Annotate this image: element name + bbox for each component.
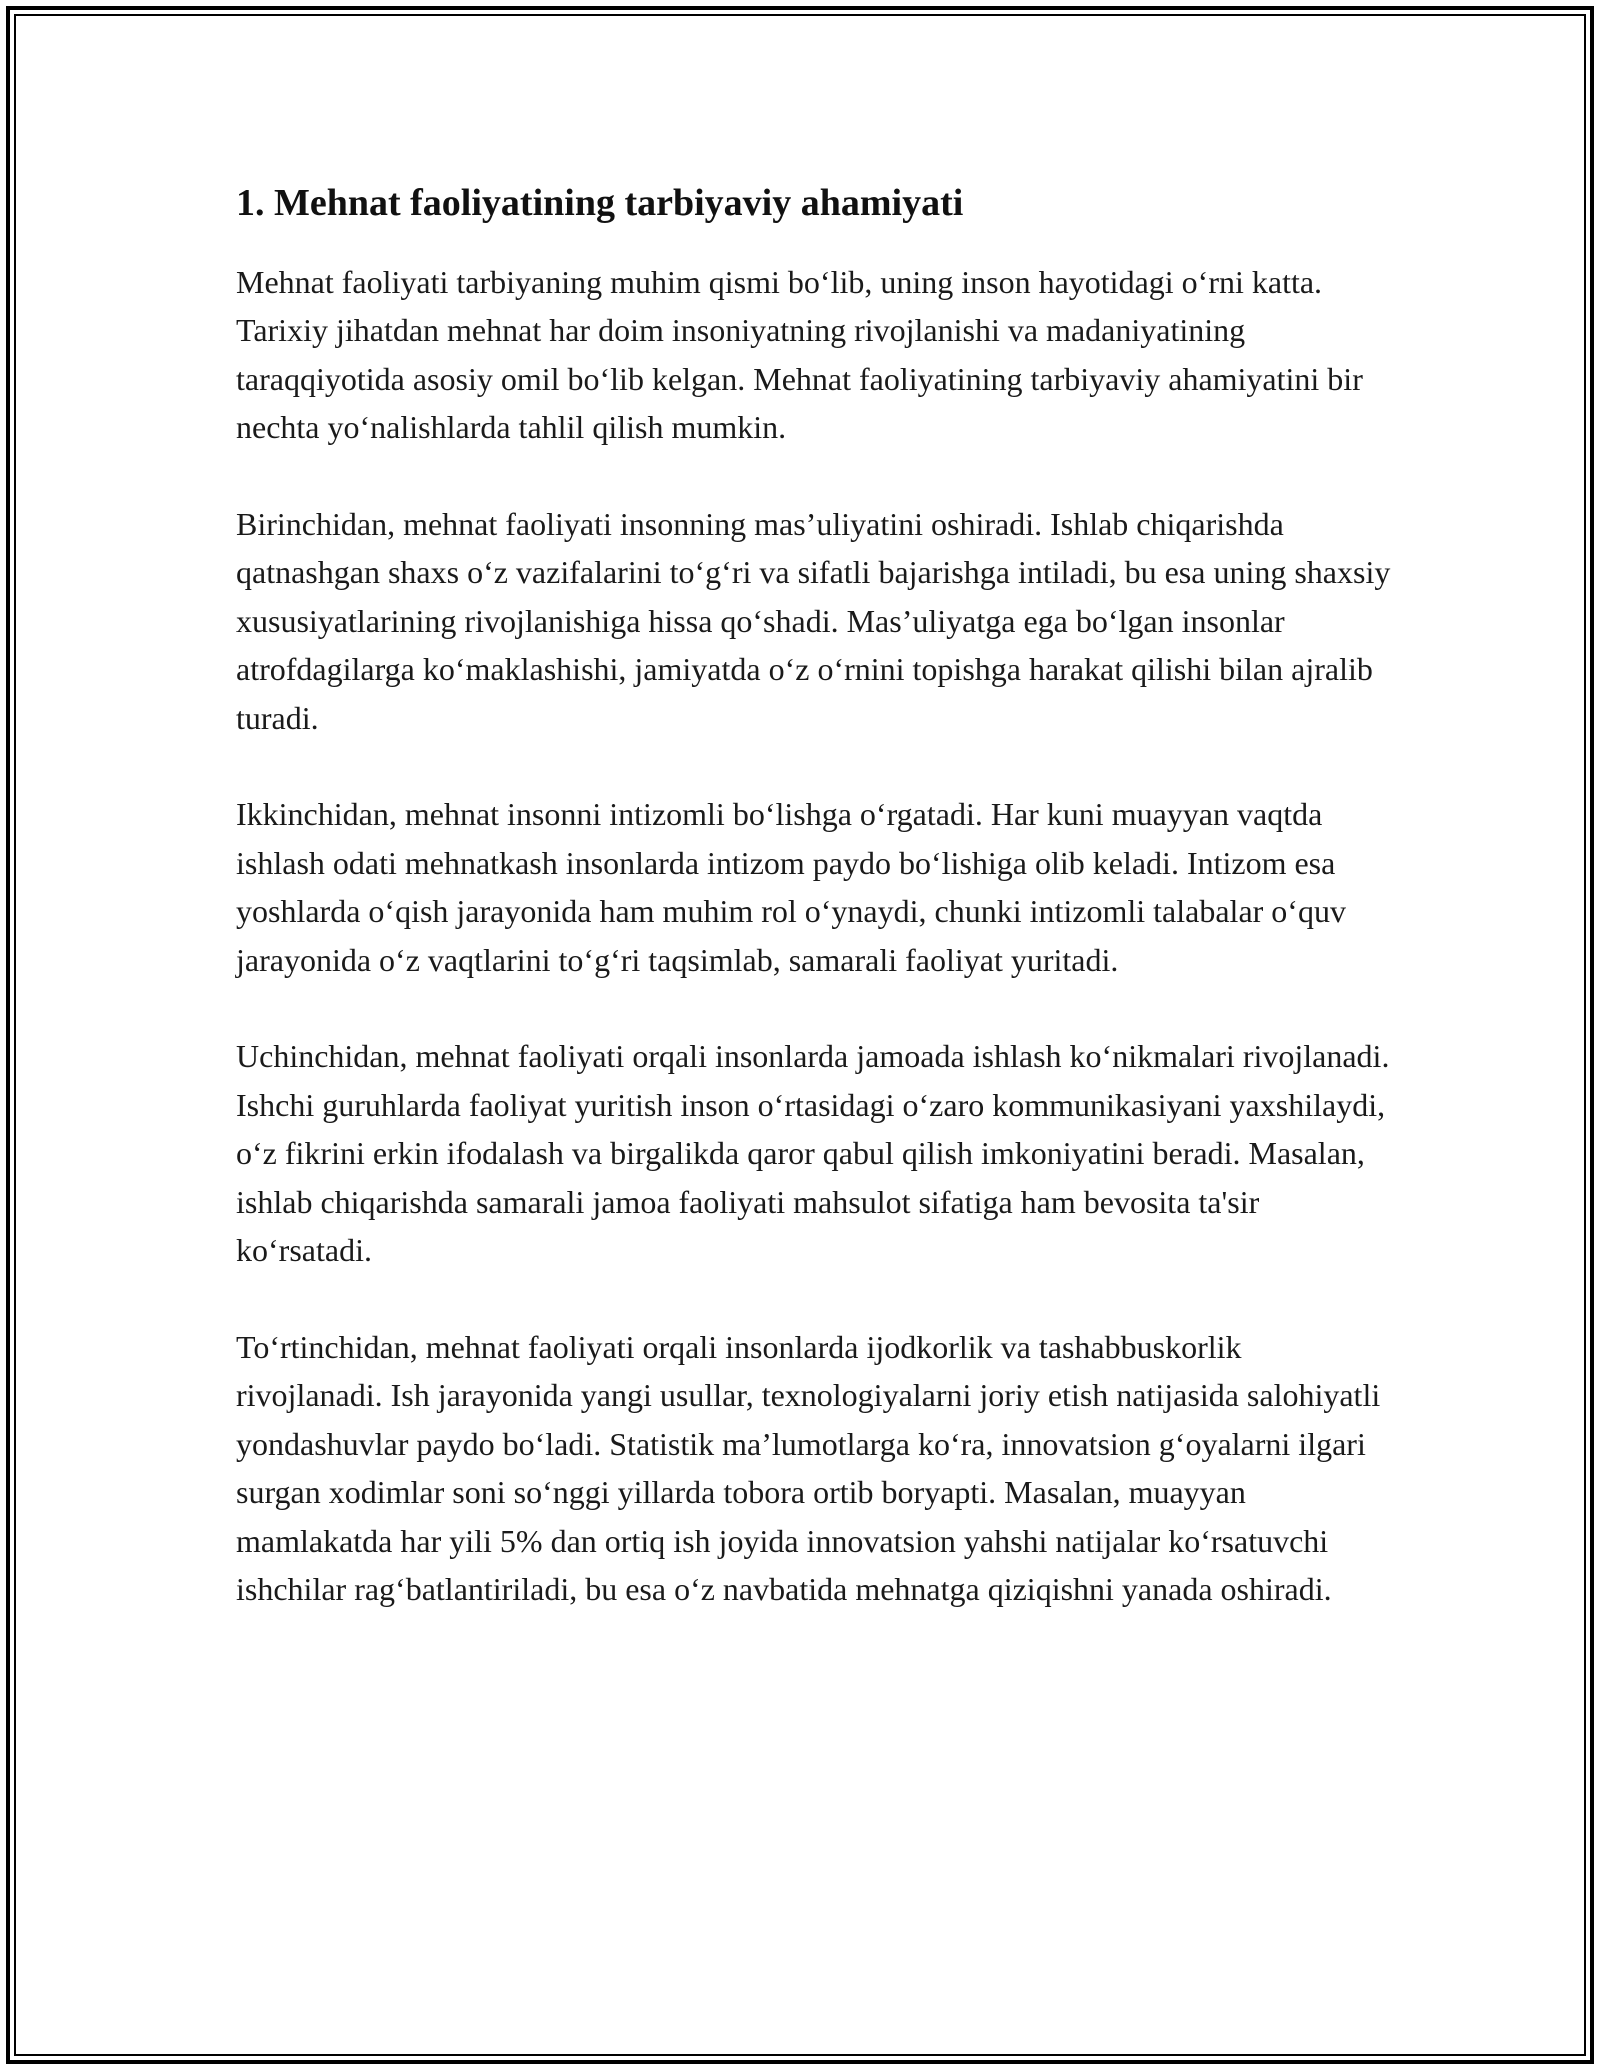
paragraph-third-point: Uchinchidan, mehnat faoliyati orqali insonlarda jamoada ishlash ko‘nikmalari rivojlanadi. Ishchi guruhlarda faoliyat yuritish inson o‘rtasidagi o‘zaro kommunikasiyani yaxshilaydi, o‘z fikrini erkin ifodalash va birgalikda qaror qabul qilish imkoniyatini beradi. Masalan, ishlab chiqarishda samarali jamoa faoliyati mahsulot sifatiga ham bevosita ta'sir ko‘rsatadi. bbox=[236, 1038, 1390, 1268]
document-body bbox=[236, 180, 1396, 1662]
paragraph-intro: Mehnat faoliyati tarbiyaning muhim qismi bo‘lib, uning inson hayotidagi o‘rni katta. Tarixiy jihatdan mehnat har doim insoniyatning rivojlanishi va madaniyatining taraqqiyotida asosiy omil bo‘lib kelgan. Mehnat faoliyatining tarbiyaviy ahamiyatini bir nechta yo‘nalishlarda tahlil qilish mumkin. bbox=[236, 263, 1363, 445]
paragraph-fourth-point: To‘rtinchidan, mehnat faoliyati orqali insonlarda ijodkorlik va tashabbuskorlik rivojlanadi. Ish jarayonida yangi usullar, texnologiyalarni joriy etish natijasida salohiyatli yondashuvlar paydo bo‘ladi. Statistik ma’lumotlarga ko‘ra, innovatsion g‘oyalarni ilgari surgan xodimlar soni so‘nggi yillarda tobora ortib boryapti. Masalan, muayyan mamlakatda har yili 5% dan ortiq ish joyida innovatsion yahshi natijalar ko‘rsatuvchi ishchilar rag‘batlantiriladi, bu esa o‘z navbatida mehnatga qiziqishni yanada oshiradi. bbox=[236, 1328, 1381, 1607]
section-heading: 1. Mehnat faoliyatining tarbiyaviy ahamiyati bbox=[236, 182, 964, 224]
paragraph-first-point: Birinchidan, mehnat faoliyati insonning mas’uliyatini oshiradi. Ishlab chiqarishda qatnashgan shaxs o‘z vazifalarini to‘g‘ri va sifatli bajarishga intiladi, bu esa uning shaxsiy xususiyatlarining rivojlanishiga hissa qo‘shadi. Mas’uliyatga ega bo‘lgan insonlar atrofdagilarga ko‘maklashishi, jamiyatda o‘z o‘rnini topishga harakat qilishi bilan ajralib turadi. bbox=[236, 505, 1391, 736]
paragraph-second-point: Ikkinchidan, mehnat insonni intizomli bo‘lishga o‘rgatadi. Har kuni muayyan vaqtda ishlash odati mehnatkash insonlarda intizom paydo bo‘lishiga olib keladi. Intizom esa yoshlarda o‘qish jarayonida ham muhim rol o‘ynaydi, chunki intizomli talabalar o‘quv jarayonida o‘z vaqtlarini to‘g‘ri taqsimlab, samarali faoliyat yuritadi. bbox=[236, 796, 1346, 978]
